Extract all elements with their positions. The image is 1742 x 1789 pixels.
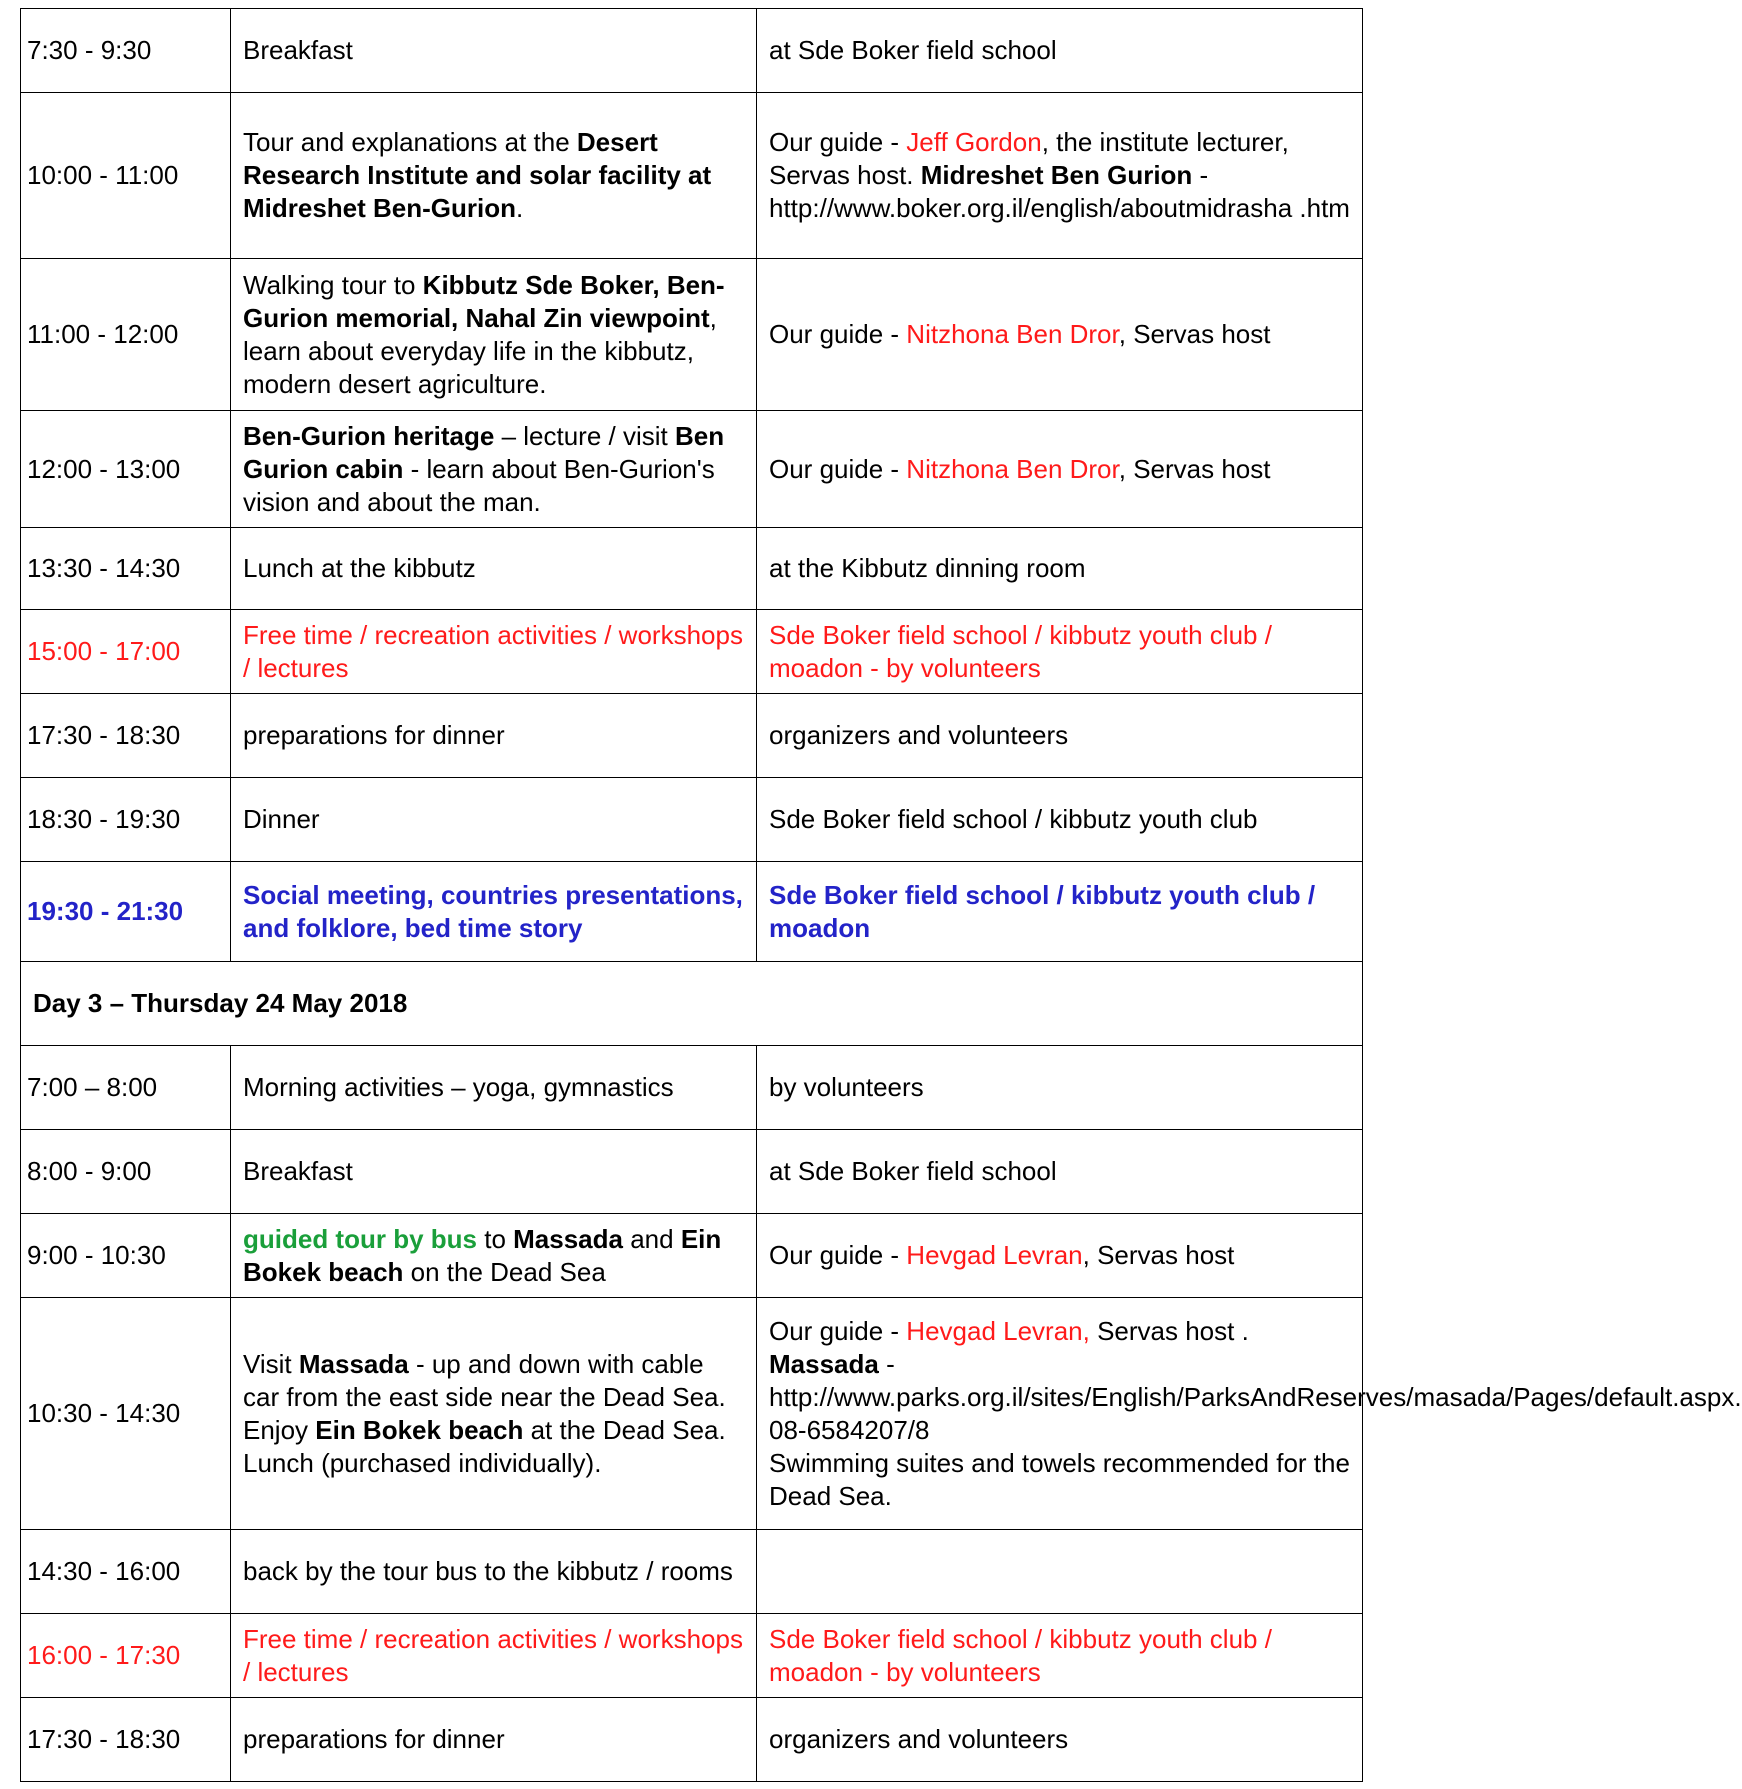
- time-cell: 17:30 - 18:30: [21, 694, 231, 778]
- text-run: Dinner: [243, 804, 320, 834]
- details-cell: [757, 411, 1363, 528]
- day-heading: Day 3 – Thursday 24 May 2018: [21, 962, 1363, 1046]
- details-cell: [757, 1698, 1363, 1782]
- details-cell: [757, 694, 1363, 778]
- text-run: , Servas host: [1118, 453, 1271, 484]
- time-cell: 14:30 - 16:00: [21, 1530, 231, 1614]
- details-cell: [757, 778, 1363, 862]
- schedule-row: [21, 9, 1363, 93]
- schedule-row: [21, 778, 1363, 862]
- time-cell: 16:00 - 17:30: [21, 1614, 231, 1698]
- details-cell: [757, 1214, 1363, 1298]
- text-run: Walking tour to: [243, 269, 423, 300]
- text-run: organizers and volunteers: [769, 720, 1069, 750]
- details-cell: [757, 1530, 1363, 1614]
- text-run: Jeff Gordon: [906, 127, 1042, 157]
- text-run: Sde Boker field school / kibbutz youth club: [769, 804, 1258, 834]
- text-run: , the institute lecturer, Servas host.: [769, 127, 1289, 190]
- time-cell: 13:30 - 14:30: [21, 528, 231, 610]
- details-cell: [757, 528, 1363, 610]
- details-cell: [757, 9, 1363, 93]
- activity-cell: [231, 259, 757, 411]
- activity-cell: [231, 1046, 757, 1130]
- text-run: Massada: [769, 1348, 879, 1379]
- details-cell: [757, 1046, 1363, 1130]
- text-run: Nitzhona Ben Dror: [906, 453, 1119, 484]
- text-run: Visit: [243, 1348, 299, 1379]
- text-run: - learn about Ben-Gurion's vision and about the man.: [243, 453, 715, 517]
- text-run: Our guide -: [769, 453, 907, 484]
- time-cell: 9:00 - 10:30: [21, 1214, 231, 1298]
- text-run: .: [516, 193, 524, 223]
- text-run: Ben Gurion cabin: [243, 420, 725, 484]
- time-cell: 17:30 - 18:30: [21, 1698, 231, 1782]
- schedule-row: [21, 528, 1363, 610]
- text-run: Sde Boker field school / kibbutz youth club / moadon - by volunteers: [769, 619, 1272, 683]
- text-run: Our guide -: [769, 127, 907, 157]
- text-run: back by the tour bus to the kibbutz / rooms: [243, 1556, 733, 1586]
- text-run: Ein Bokek beach: [315, 1414, 524, 1445]
- details-cell: [757, 610, 1363, 694]
- schedule-row: [21, 610, 1363, 694]
- activity-cell: [231, 1698, 757, 1782]
- activity-cell: [231, 93, 757, 259]
- text-run: Ein Bokek beach: [243, 1223, 722, 1287]
- text-run: at Sde Boker field school: [769, 35, 1057, 65]
- schedule-row: [21, 411, 1363, 528]
- text-run: Our guide -: [769, 319, 907, 349]
- text-run: Free time / recreation activities / workshops / lectures: [243, 619, 743, 683]
- text-run: at the Kibbutz dinning room: [769, 553, 1086, 583]
- activity-cell: [231, 862, 757, 962]
- text-run: Massada: [298, 1348, 409, 1379]
- time-cell: 7:00 – 8:00: [21, 1046, 231, 1130]
- schedule-row: [21, 259, 1363, 411]
- text-run: , learn about everyday life in the kibbutz, modern desert agriculture.: [243, 302, 717, 399]
- details-cell: [757, 862, 1363, 962]
- text-run: at the Dead Sea.: [523, 1414, 726, 1445]
- activity-cell: [231, 1298, 757, 1530]
- text-run: Hevgad Levran: [906, 1240, 1083, 1270]
- text-run: to: [477, 1223, 514, 1254]
- activity-cell: [231, 1530, 757, 1614]
- details-cell: [757, 1298, 1742, 1530]
- text-run: – lecture / visit: [494, 420, 675, 451]
- time-cell: 18:30 - 19:30: [21, 778, 231, 862]
- schedule-row: [21, 1530, 1363, 1614]
- activity-cell: [231, 778, 757, 862]
- details-cell: [757, 93, 1363, 259]
- schedule-row: [21, 93, 1363, 259]
- activity-cell: [231, 411, 757, 528]
- schedule-body: [21, 9, 1742, 1782]
- text-run: and: [622, 1223, 681, 1254]
- schedule-row: [21, 1614, 1363, 1698]
- text-run: Ben-Gurion heritage: [243, 420, 495, 451]
- text-run: organizers and volunteers: [769, 1724, 1069, 1754]
- text-run: Lunch at the kibbutz: [243, 553, 476, 583]
- text-run: Free time / recreation activities / workshops / lectures: [243, 1623, 743, 1687]
- details-cell: [757, 1130, 1363, 1214]
- day-header-row: [21, 962, 1363, 1046]
- text-run: Kibbutz Sde Boker, Ben-Gurion memorial, Nahal Zin viewpoint: [243, 269, 725, 333]
- time-cell: 8:00 - 9:00: [21, 1130, 231, 1214]
- activity-cell: [231, 1614, 757, 1698]
- details-cell: [757, 1614, 1363, 1698]
- schedule-table: [20, 8, 1742, 1782]
- text-run: Lunch (purchased individually).: [243, 1447, 602, 1478]
- text-run: , Servas host: [1082, 1240, 1235, 1270]
- activity-cell: [231, 610, 757, 694]
- text-run: - http://www.parks.org.il/sites/English/ParksAndReserves/masada/Pages/default.aspx. 08-6584207/8: [769, 1348, 1742, 1445]
- activity-cell: [231, 1214, 757, 1298]
- activity-cell: [231, 9, 757, 93]
- text-run: preparations for dinner: [243, 1724, 505, 1754]
- text-run: Massada: [513, 1223, 623, 1254]
- text-run: Desert Research Institute and solar facility at Midreshet Ben-Gurion: [243, 127, 712, 223]
- text-run: Breakfast: [243, 1156, 353, 1186]
- text-run: Social meeting, countries presentations, and folklore, bed time story: [243, 879, 743, 943]
- text-run: Midreshet Ben Gurion: [920, 160, 1193, 190]
- text-run: preparations for dinner: [243, 720, 505, 750]
- text-run: Swimming suites and towels recommended for the Dead Sea.: [769, 1447, 1350, 1511]
- activity-cell: [231, 528, 757, 610]
- schedule-row: [21, 1130, 1363, 1214]
- time-cell: 15:00 - 17:00: [21, 610, 231, 694]
- schedule-row: [21, 862, 1363, 962]
- text-run: - up and down with cable car from the east side near the Dead Sea.: [243, 1348, 726, 1412]
- text-run: Our guide -: [769, 1315, 907, 1346]
- text-run: at Sde Boker field school: [769, 1156, 1057, 1186]
- text-run: Sde Boker field school / kibbutz youth club / moadon: [769, 879, 1316, 943]
- time-cell: 19:30 - 21:30: [21, 862, 231, 962]
- details-cell: [757, 259, 1363, 411]
- text-run: Breakfast: [243, 35, 353, 65]
- text-run: Our guide -: [769, 1240, 907, 1270]
- text-run: Tour and explanations at the: [243, 127, 577, 157]
- text-run: Nitzhona Ben Dror: [906, 319, 1119, 349]
- schedule-row: [21, 1298, 1363, 1530]
- text-run: Enjoy: [243, 1414, 316, 1445]
- time-cell: 11:00 - 12:00: [21, 259, 231, 411]
- text-run: guided tour by bus: [243, 1223, 477, 1254]
- time-cell: 12:00 - 13:00: [21, 411, 231, 528]
- text-run: Sde Boker field school / kibbutz youth club / moadon - by volunteers: [769, 1623, 1272, 1687]
- text-run: on the Dead Sea: [403, 1256, 606, 1287]
- time-cell: 10:30 - 14:30: [21, 1298, 231, 1530]
- activity-cell: [231, 694, 757, 778]
- text-run: by volunteers: [769, 1072, 924, 1102]
- schedule-row: [21, 1698, 1363, 1782]
- text-run: Servas host .: [1089, 1315, 1249, 1346]
- time-cell: 7:30 - 9:30: [21, 9, 231, 93]
- text-run: Hevgad Levran,: [906, 1315, 1090, 1346]
- schedule-row: [21, 694, 1363, 778]
- text-run: - http://www.boker.org.il/english/aboutmidrasha .htm: [769, 160, 1350, 223]
- time-cell: 10:00 - 11:00: [21, 93, 231, 259]
- activity-cell: [231, 1130, 757, 1214]
- text-run: , Servas host: [1118, 319, 1271, 349]
- text-run: Morning activities – yoga, gymnastics: [243, 1072, 674, 1102]
- schedule-row: [21, 1214, 1363, 1298]
- schedule-row: [21, 1046, 1363, 1130]
